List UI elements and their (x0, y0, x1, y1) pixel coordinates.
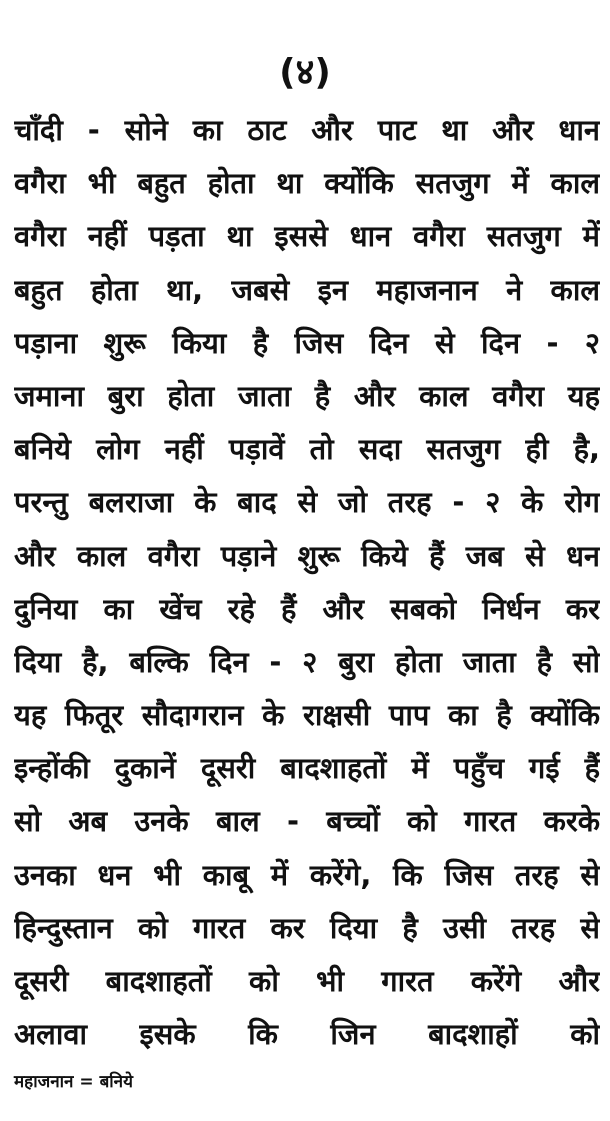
text-line: वगैरा भी बहुत होता था क्योंकि सतजुग में काल (14, 166, 600, 201)
footnote: महाजनान = बनिये (14, 1072, 133, 1092)
text-line: और काल वगैरा पड़ाने शुरू किये हैं जब से धन (14, 538, 600, 573)
text-line: बहुत होता था, जबसे इन महाजनान ने काल (14, 272, 600, 307)
text-line: वगैरा नहीं पड़ता था इससे धान वगैरा सतजुग में (14, 219, 600, 254)
text-line: अलावा इसके कि जिन बादशाहों को (14, 1017, 600, 1052)
text-line: यह फितूर सौदागरान के राक्षसी पाप का है क्योंकि (14, 698, 600, 733)
text-line: सो अब उनके बाल - बच्चों को गारत करके (14, 804, 600, 839)
text-line: उनका धन भी काबू में करेंगे, कि जिस तरह से (14, 857, 600, 892)
text-line: दिया है, बल्कि दिन - २ बुरा होता जाता है सो (14, 644, 600, 679)
body-text (14, 104, 600, 1061)
text-line: परन्तु बलराजा के बाद से जो तरह - २ के रोग (14, 485, 600, 520)
text-line: हिन्दुस्तान को गारत कर दिया है उसी तरह से (14, 910, 600, 945)
page-number: (४) (279, 52, 331, 93)
text-line: पड़ाना शुरू किया है जिस दिन से दिन - २ (14, 325, 600, 360)
text-line: बनिये लोग नहीं पड़ावें तो सदा सतजुग ही है, (14, 432, 600, 467)
text-line: दूसरी बादशाहतों को भी गारत करेंगे और (14, 964, 600, 998)
text-line: जमाना बुरा होता जाता है और काल वगैरा यह (14, 378, 600, 413)
text-line: दुनिया का खेंच रहे हैं और सबको निर्धन कर (14, 591, 600, 626)
text-line: इन्होंकी दुकानें दूसरी बादशाहतों में पहुँच गई हैं (14, 751, 600, 786)
text-line: चाँदी - सोने का ठाट और पाट था और धान (14, 113, 600, 147)
